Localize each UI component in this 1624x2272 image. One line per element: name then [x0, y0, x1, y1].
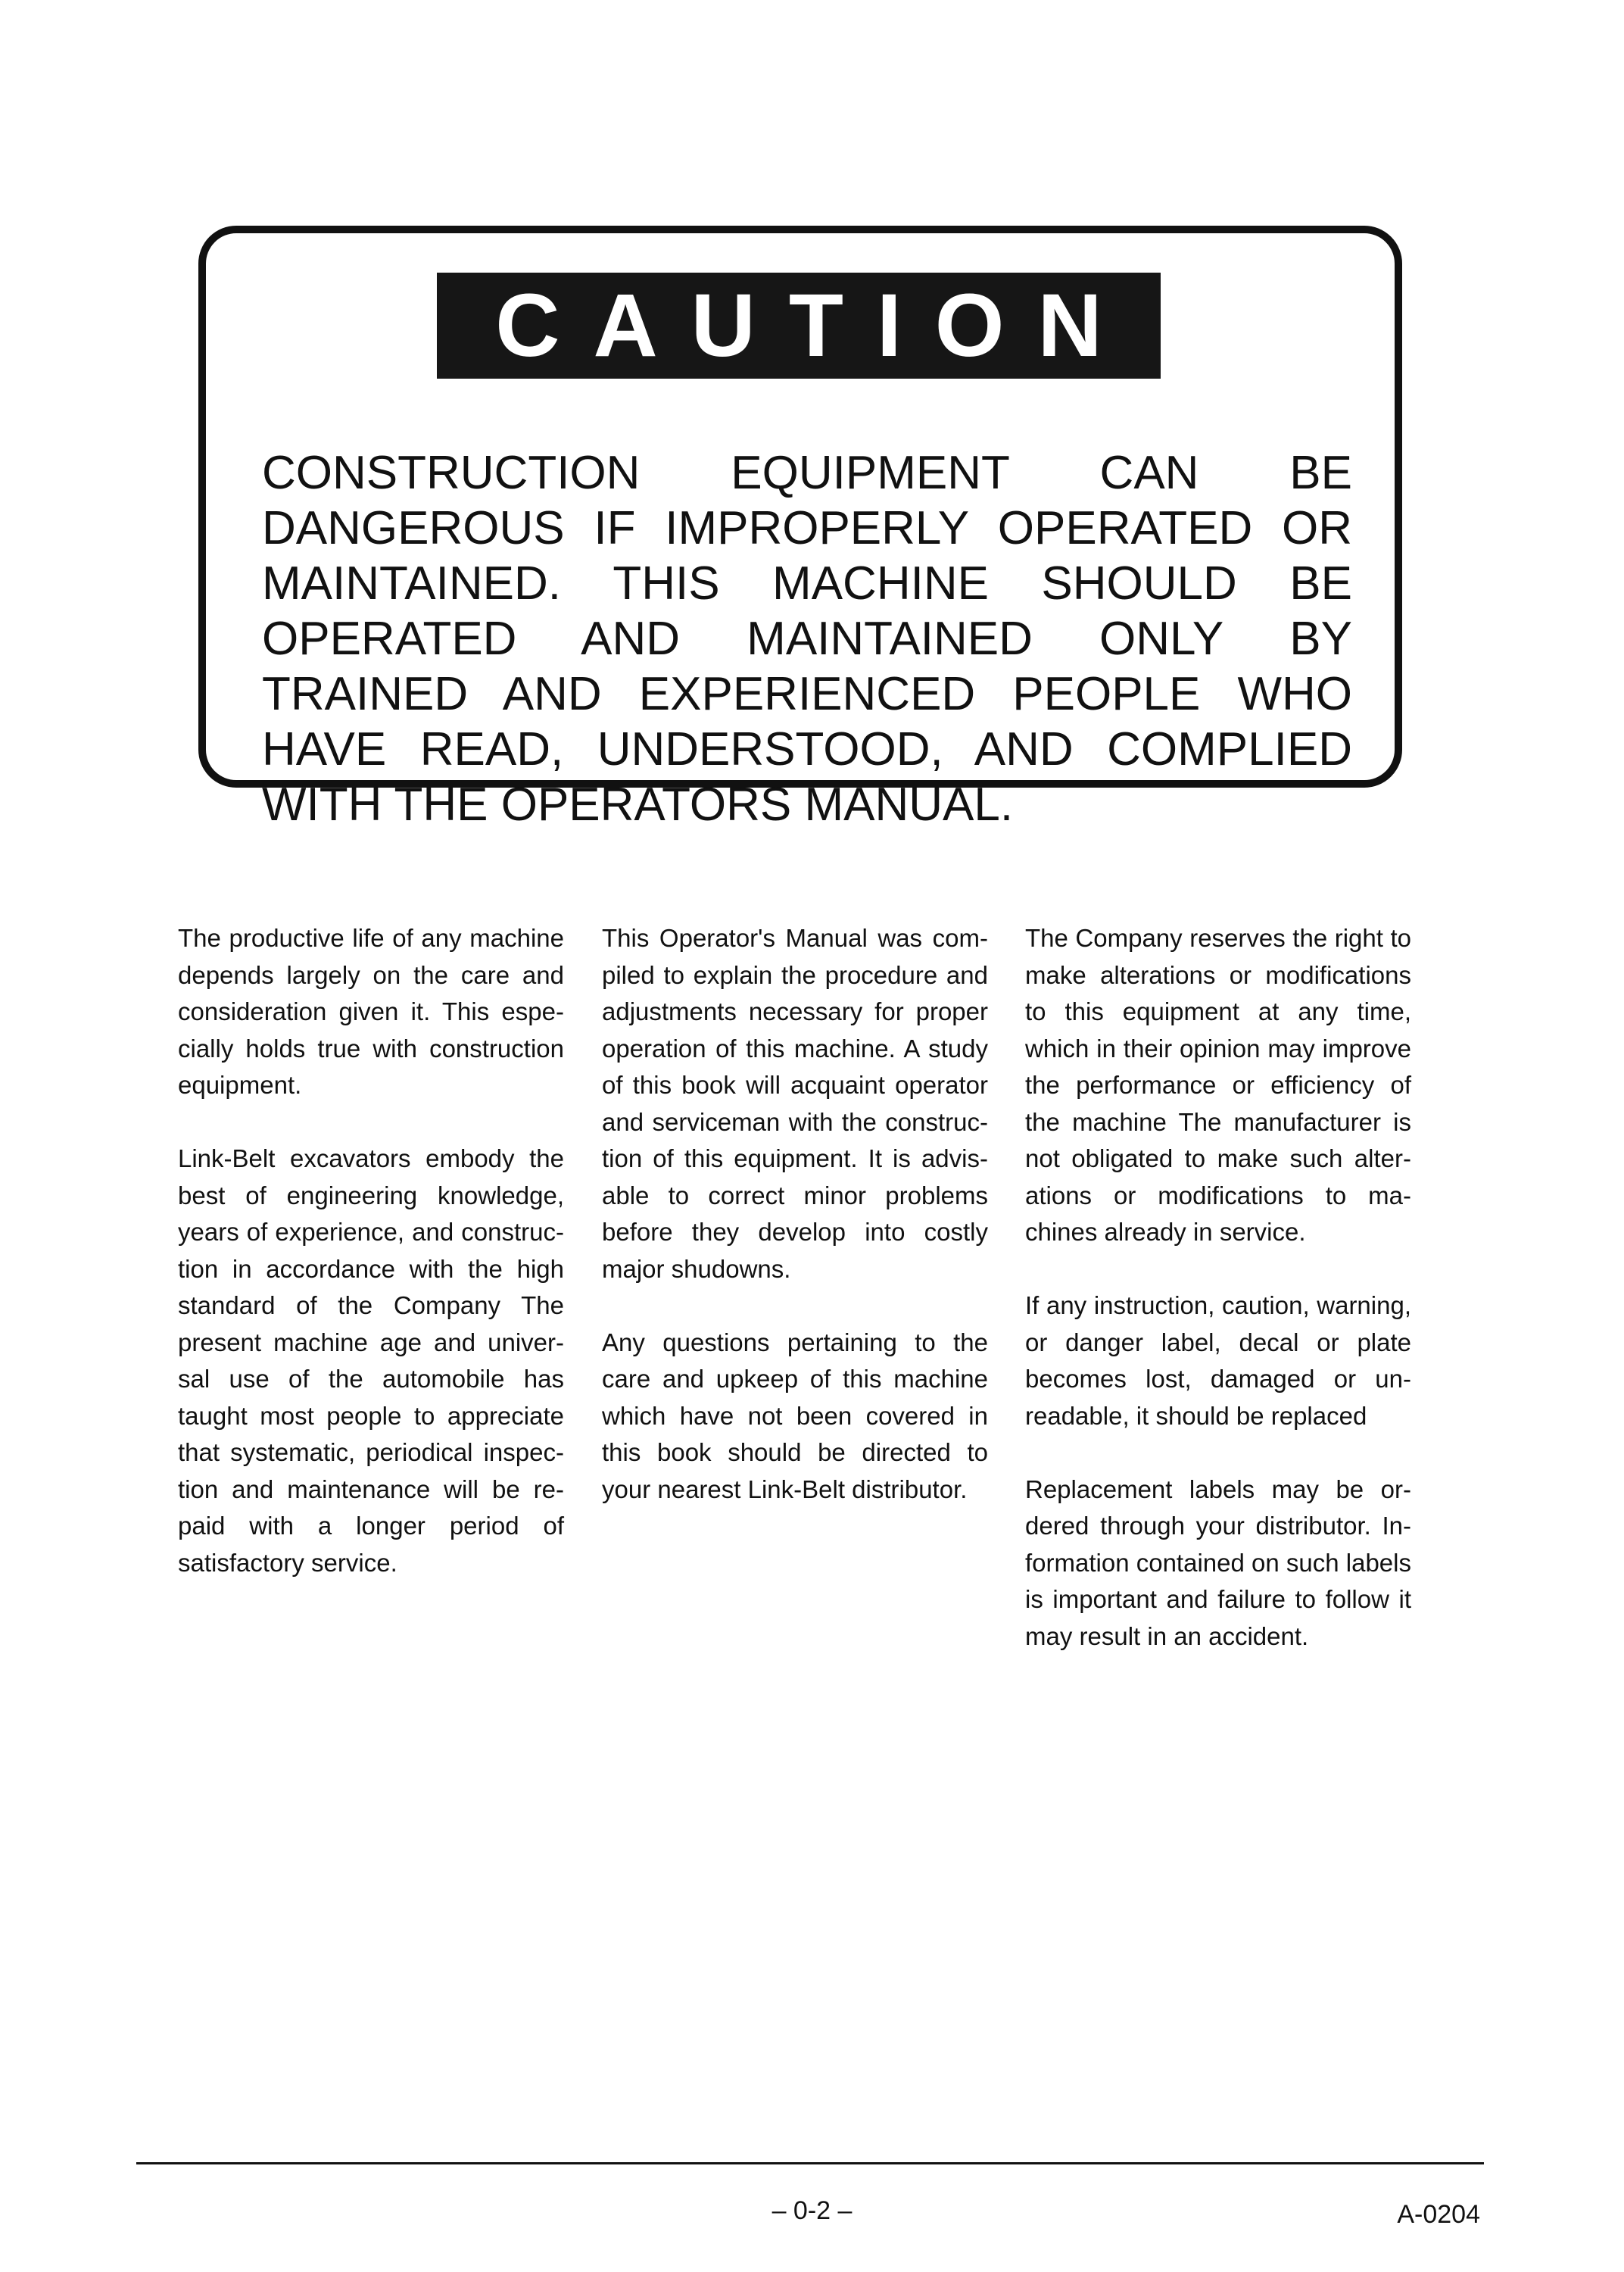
- page-number: – 0-2 –: [771, 2196, 853, 2225]
- paragraph: This Operator's Manual was compiled to explain the procedure and adjustments necessary for proper operation of this machine. A study of this book will acquaint operator and serviceman with the construction of this equipment. It is advisable to correct minor problems before they develop into costly major shudowns.: [602, 924, 988, 1283]
- paragraph: The Company reserves the right to make alterations or modifications to this equipment at any time, which in their opinion may improve the performance or efficiency of the machine The manufacturer is not obligated to make such alterations or modifications to machines already in service.: [1025, 924, 1411, 1246]
- document-code: A-0204: [1397, 2200, 1480, 2229]
- caution-banner: [437, 273, 1161, 379]
- paragraph: Replacement labels may be ordered through your distributor. Information contained on such labels is important and failure to follow it may result in an accident.: [1025, 1475, 1411, 1650]
- paragraph: If any instruction, caution, warning, or danger label, decal or plate becomes lost, damaged or unreadable, it should be replaced: [1025, 1291, 1411, 1430]
- text-column-2: [602, 920, 988, 1545]
- paragraph: The productive life of any machine depends largely on the care and consideration given it. This especially holds true with construction equipment.: [178, 924, 564, 1099]
- caution-box: [198, 226, 1402, 831]
- caution-message: CONSTRUCTION EQUIPMENT CAN BE DANGEROUS IF IMPROPERLY OPERATED OR MAINTAINED. THIS MACHINE SHOULD BE OPERATED AND MAINTAINED ONLY BY TRAINED AND EXPERIENCED PEOPLE WHO HAVE READ, UNDERSTOOD, AND COMPLIED WITH THE OPERATORS MANUAL.: [262, 447, 1352, 831]
- text-column-1: [178, 920, 564, 1618]
- paragraph: Any questions pertaining to the care and upkeep of this machine which have not been covered in this book should be directed to your nearest Link-Belt distributor.: [602, 1328, 988, 1503]
- paragraph: Link-Belt excavators embody the best of engineering knowledge, years of experience, and construction in accordance with the high standard of the Company The present machine age and universal use of the automobile has taught most people to appreciate that systematic, periodical inspection and maintenance will be repaid with a longer period of satisfactory service.: [178, 1144, 564, 1577]
- footer-divider: [136, 2162, 1484, 2164]
- caution-heading: CAUTION: [495, 276, 1136, 376]
- text-column-3: [1025, 920, 1411, 1692]
